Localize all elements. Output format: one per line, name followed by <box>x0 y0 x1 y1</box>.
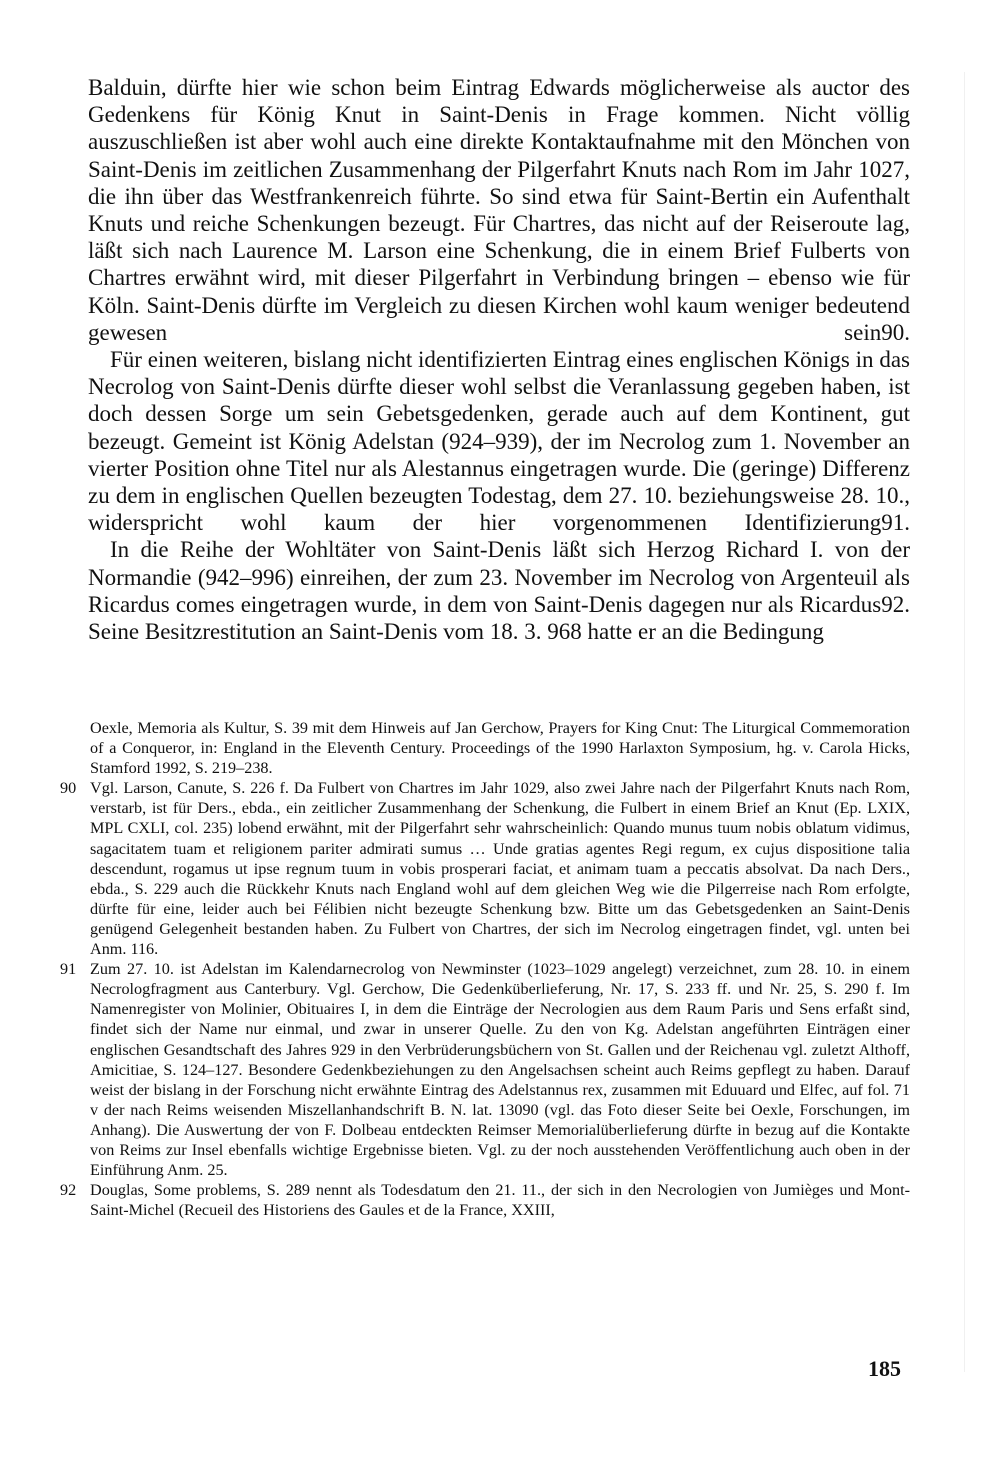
main-text <box>88 74 910 645</box>
footnote-continued <box>60 718 910 778</box>
footnote-90 <box>60 778 910 959</box>
footnote-text: Douglas, Some problems, S. 289 nennt als Todesdatum den 21. 11., der sich in den Necrologien von Jumièges und Mont-Saint-Michel (Recueil des Historiens des Gaules et de la France, XXIII, <box>90 1181 910 1220</box>
footnote-number: 91 <box>60 960 77 979</box>
page-edge <box>958 72 965 1372</box>
page-number: 185 <box>868 1356 901 1381</box>
footnote-text: Vgl. Larson, Canute, S. 226 f. Da Fulbert von Chartres im Jahr 1029, also zwei Jahre nach der Pilgerfahrt Knuts nach Rom, verstarb, ist für Ders., ebda., ein zeitlicher Zusammenhang der Schenkung, die Fulbert in einem Brief an Knut (Ep. LXIX, MPL CXLI, col. 235) lobend erwähnt, mit der Pilgerfahrt sehr wahrscheinlich: Quando munus tuum nobis oblatum vidimus, sagacitatem tuam et religionem pariter admirati sumus … Unde gratias agentes Regi regum, ex cujus dispositione talia descendunt, rogamus ut ipse regnum tuum in vobis prosperari faciat, et animam tuam a peccatis absolvat. Da nach Ders., ebda., S. 229 auch die Rückkehr Knuts nach England wohl auf dem gleichen Weg wie die Pilgerreise nach Rom erfolgte, dürfte für eine, leider auch bei Félibien nicht bezeugte Schenkung bzw. Bitte um das Gebetsgedenken an Saint-Denis genügend Gelegenheit bestanden haben. Zu Fulbert von Chartres, der sich im Necrolog eingetragen findet, vgl. unten bei Anm. 116. <box>90 779 910 959</box>
paragraph-3: In die Reihe der Wohltäter von Saint-Denis läßt sich Herzog Richard I. von der Normandie (942–996) einreihen, der zum 23. November im Necrolog von Argenteuil als Ricardus comes eingetragen wurde, in dem von Saint-Denis dagegen nur als Ricardus92. Seine Besitzrestitution an Saint-Denis vom 18. 3. 968 hatte er an die Bedingung <box>88 537 910 645</box>
footnote-number: 92 <box>60 1181 77 1200</box>
footnote-text: Oexle, Memoria als Kultur, S. 39 mit dem Hinweis auf Jan Gerchow, Prayers for King Cnut: The Liturgical Commemoration of a Conqueror, in: England in the Eleventh Century. Proceedings of the 1990 Harlaxton Symposium, hg. v. Carola Hicks, Stamford 1992, S. 219–238. <box>90 719 910 778</box>
footnotes <box>60 718 910 1220</box>
footnote-text: Zum 27. 10. ist Adelstan im Kalendarnecrolog von Newminster (1023–1029 angelegt) verzeichnet, zum 28. 10. in einem Necrologfragment aus Canterbury. Vgl. Gerchow, Die Gedenküberlieferung, Nr. 17, S. 233 ff. und Nr. 25, S. 290 f. Im Namenregister von Molinier, Obituaires I, in dem die Einträge der Necrologien aus dem Raum Paris und Sens erfaßt sind, findet sich der Name nur einmal, und zwar in unserer Quelle. Zu den von Kg. Adelstan angeführten Einträgen einer englischen Gesandtschaft des Jahres 929 in den Verbrüderungsbüchern von St. Gallen und der Reichenau vgl. zuletzt Althoff, Amicitiae, S. 124–127. Besondere Gedenkbeziehungen zu den Angelsachsen scheint auch Reims gepflegt zu haben. Darauf weist der bislang in der Forschung nicht erwähnte Eintrag des Adelstannus rex, zusammen mit Eduuard und Elfec, auf fol. 71 v der nach Reims weisenden Miszellanhandschrift B. N. lat. 13090 (vgl. das Foto dieser Seite bei Oexle, Forschungen, im Anhang). Die Auswertung der von F. Dolbeau entdeckten Reimser Memorialüberlieferung dürfte in bezug auf die Kontakte von Reims zur Insel ebenfalls wichtige Ergebnisse bieten. Vgl. zu der noch ausstehenden Veröffentlichung auch oben in der Einführung Anm. 25. <box>90 960 910 1180</box>
footnote-92 <box>60 1180 910 1220</box>
paragraph-1: Balduin, dürfte hier wie schon beim Eintrag Edwards möglicherweise als auctor des Gedenkens für König Knut in Saint-Denis in Frage kommen. Nicht völlig auszuschließen ist aber wohl auch eine direkte Kontaktaufnahme mit den Mönchen von Saint-Denis im zeitlichen Zusammenhang der Pilgerfahrt Knuts nach Rom im Jahr 1027, die ihn über das Westfrankenreich führte. So sind etwa für Saint-Bertin ein Aufenthalt Knuts und reiche Schenkungen bezeugt. Für Chartres, das nicht auf der Reiseroute lag, läßt sich nach Laurence M. Larson eine Schenkung, die in einem Brief Fulberts von Chartres erwähnt wird, mit dieser Pilgerfahrt in Verbindung bringen – ebenso wie für Köln. Saint-Denis dürfte im Vergleich zu diesen Kirchen wohl kaum weniger bedeutend gewesen sein90. <box>88 75 910 345</box>
footnote-91 <box>60 959 910 1180</box>
paragraph-2: Für einen weiteren, bislang nicht identifizierten Eintrag eines englischen Königs in das Necrolog von Saint-Denis dürfte dieser wohl selbst die Veranlassung gegeben haben, ist doch dessen Sorge um sein Gebetsgedenken, gerade auch auf dem Kontinent, gut bezeugt. Gemeint ist König Adelstan (924–939), der im Necrolog zum 1. November an vierter Position ohne Titel nur als Alestannus eingetragen wurde. Die (geringe) Differenz zu dem in englischen Quellen bezeugten Todestag, dem 27. 10. beziehungsweise 28. 10., widerspricht wohl kaum der hier vorgenommenen Identifizierung91. <box>88 347 910 536</box>
footnote-number: 90 <box>60 779 77 798</box>
